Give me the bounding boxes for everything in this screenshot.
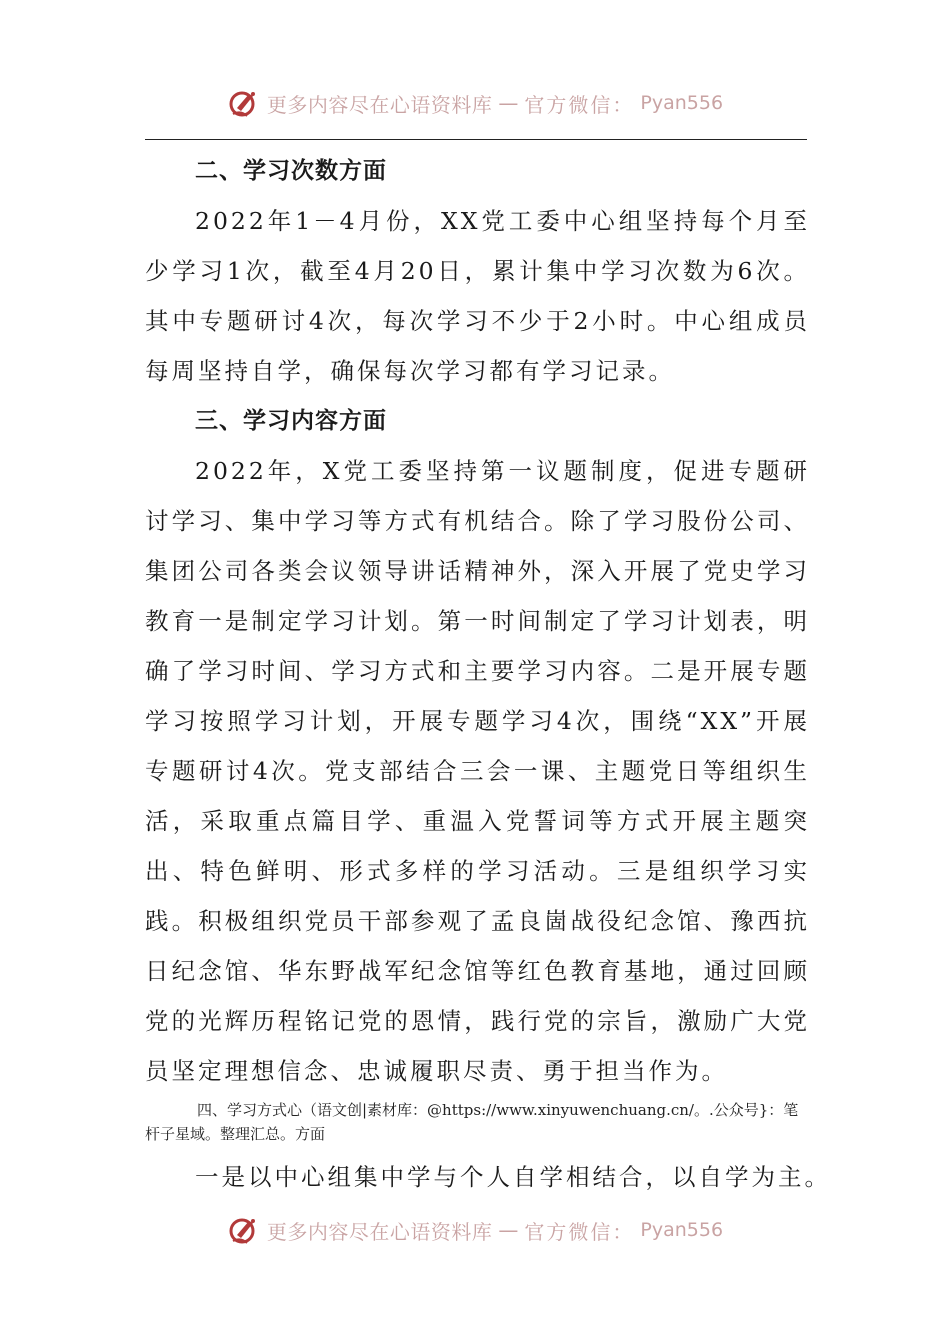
section-heading: 三、学习内容方面: [195, 408, 387, 434]
banner-wechat-label: 官方微信：: [524, 1219, 635, 1244]
banner-wechat-id: Pyan556: [640, 1219, 724, 1241]
section-note: 四、学习方式心（语文创|素材库：@https://www.xinyuwenchuang.cn/。.公众号}：笔杆子星域。整理汇总。方面: [145, 1101, 799, 1143]
last-paragraph: 一是以中心组集中学与个人自学相结合，以自学为主。: [195, 1163, 831, 1191]
banner-wechat-label: 官方微信：: [524, 92, 635, 117]
banner-wechat-id: Pyan556: [640, 92, 724, 114]
banner-text: 更多内容尽在心语资料库: [266, 1219, 493, 1244]
logo-icon: [227, 1213, 261, 1247]
banner-text: 更多内容尽在心语资料库: [266, 92, 493, 117]
section-paragraph: 2022年1－4月份，XX党工委中心组坚持每个月至少学习1次，截至4月20日，累计集中学习次数为6次。其中专题研讨4次，每次学习不少于2小时。中心组成员每周坚持自学，确保每次学习都有学习记录。: [145, 207, 810, 385]
header-banner: [0, 83, 950, 123]
document-body: [145, 146, 831, 1202]
footer-banner: [0, 1210, 950, 1250]
logo-icon: [227, 86, 261, 120]
banner-separator: —: [498, 91, 519, 115]
banner-separator: —: [498, 1218, 519, 1242]
section-heading: 二、学习次数方面: [195, 158, 387, 184]
header-rule: [145, 139, 807, 140]
section-paragraph: 2022年，X党工委坚持第一议题制度，促进专题研讨学习、集中学习等方式有机结合。除了学习股份公司、集团公司各类会议领导讲话精神外，深入开展了党史学习教育一是制定学习计划。第一时间制定了学习计划表，明确了学习时间、学习方式和主要学习内容。二是开展专题学习按照学习计划，开展专题学习4次，围绕“XX”开展专题研讨4次。党支部结合三会一课、主题党日等组织生活，采取重点篇目学、重温入党誓词等方式开展主题突出、特色鲜明、形式多样的学习活动。三是组织学习实践。积极组织党员干部参观了孟良崮战役纪念馆、豫西抗日纪念馆、华东野战军纪念馆等红色教育基地，通过回顾党的光辉历程铭记党的恩情，践行党的宗旨，激励广大党员坚定理想信念、忠诚履职尽责、勇于担当作为。: [145, 457, 810, 1085]
